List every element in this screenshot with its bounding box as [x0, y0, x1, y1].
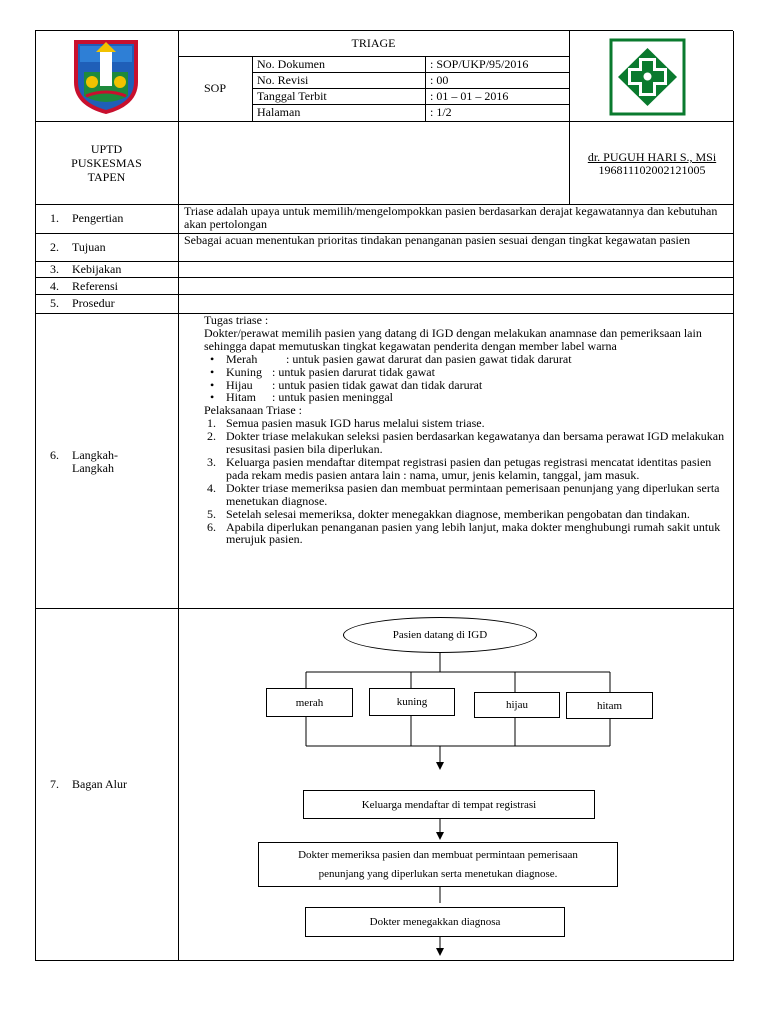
flow-step-pemeriksaan-line-2: penunjang yang diperlukan serta menetukan diagnose. [318, 867, 558, 880]
section-3-number: 3. [50, 262, 59, 276]
section-5-label: Prosedur [72, 296, 115, 310]
meta-value-tanggal-terbit: : 01 – 01 – 2016 [430, 89, 509, 103]
meta-value-no-dokumen: : SOP/UKP/95/2016 [430, 57, 529, 71]
flow-step-pemeriksaan-line-1: Dokter memeriksa pasien dan membuat permintaan pemerisaan [298, 848, 578, 861]
section-6-label-line-2: Langkah [72, 461, 114, 475]
flow-start-oval: Pasien datang di IGD [343, 617, 537, 653]
signer-nip: 196811102002121005 [598, 163, 706, 177]
signer-name: dr. PUGUH HARI S., MSi [587, 150, 717, 164]
step-6: 6. Apabila diperlukan penanganan pasien yang lebih lanjut, maka dokter menghubungi rumah sakit untuk merujuk pasien. [207, 519, 721, 547]
label-hitam: • Hitam : untuk pasien meninggal [204, 391, 729, 404]
label-merah: • Merah : untuk pasien gawat darurat dan pasien gawat tidak darurat [204, 353, 729, 366]
section-3-label: Kebijakan [72, 262, 122, 276]
flow-step-registrasi: Keluarga mendaftar di tempat registrasi [303, 790, 595, 819]
flow-step-pemeriksaan [258, 842, 618, 887]
step-2: 2. Dokter triase melakukan seleksi pasien berdasarkan kegawatanya dan bersama perawat IGD melakukan resusitasi pasien bila diperlukan. [207, 429, 725, 457]
section-7-number: 7. [50, 777, 59, 791]
section-4-number: 4. [50, 279, 59, 293]
tugas-heading: Tugas triase : [204, 313, 269, 327]
step-4: 4. Dokter triase memeriksa pasien dan membuat permintaan pemerisaan penunjang yang diperlukan serta menetukan diagnose. [207, 480, 720, 508]
tugas-text: Dokter/perawat memilih pasien yang datang di IGD dengan melakukan anamnase dan pemeriksaan lain sehingga dapat memutuskan tingkat kegawatan penderita dengan member label warna [204, 325, 702, 353]
meta-label-no-revisi: No. Revisi [257, 73, 309, 87]
section-1-number: 1. [50, 211, 59, 225]
label-hijau: • Hijau : untuk pasien tidak gawat dan tidak darurat [204, 379, 729, 392]
section-6-label-line-1: Langkah- [72, 448, 118, 462]
flow-category-hitam: hitam [566, 692, 653, 719]
document-title: TRIAGE [351, 36, 396, 50]
section-1-label: Pengertian [72, 211, 124, 225]
meta-label-no-dokumen: No. Dokumen [257, 57, 325, 71]
meta-value-halaman: : 1/2 [430, 105, 452, 119]
meta-label-tanggal-terbit: Tanggal Terbit [257, 89, 327, 103]
tujuan-text: Sebagai acuan menentukan prioritas tindakan penanganan pasien sesuai dengan tingkat kegawatan pasien [184, 233, 691, 247]
org-name-line-1: UPTD [90, 142, 123, 156]
flow-category-kuning: kuning [369, 688, 455, 716]
org-name-line-3: TAPEN [87, 170, 126, 184]
step-1: 1. Semua pasien masuk IGD harus melalui sistem triase. [207, 416, 485, 431]
section-2-label: Tujuan [72, 240, 106, 254]
org-name-line-2: PUSKESMAS [71, 156, 142, 170]
section-5-number: 5. [50, 296, 59, 310]
pelaksanaan-heading: Pelaksanaan Triase : [204, 403, 302, 418]
label-kuning: • Kuning : untuk pasien darurat tidak gawat [204, 366, 729, 379]
section-2-number: 2. [50, 240, 59, 254]
sop-label: SOP [203, 81, 226, 95]
flow-step-diagnosa: Dokter menegakkan diagnosa [305, 907, 565, 937]
flow-category-merah: merah [266, 688, 353, 717]
flow-category-hijau: hijau [474, 692, 560, 718]
meta-value-no-revisi: : 00 [430, 73, 449, 87]
section-7-label: Bagan Alur [72, 777, 127, 791]
step-5: 5. Setelah selesai memeriksa, dokter menegakkan diagnose, memberikan pengobatan dan tindakan. [207, 506, 690, 521]
section-6-number: 6. [50, 448, 59, 462]
meta-label-halaman: Halaman [257, 105, 301, 119]
step-3: 3. Keluarga pasien mendaftar ditempat registrasi pasien dan petugas registrasi mencatat identitas pasien pada rekam medis pasien antara lain : nama, umur, jenis kelamin, tanggal, jam masuk. [207, 454, 712, 482]
pengertian-text: Triase adalah upaya untuk memilih/mengelompokkan pasien berdasarkan derajat kegawatannya dan kebutuhan akan pertolongan [184, 204, 718, 231]
section-4-label: Referensi [72, 279, 118, 293]
